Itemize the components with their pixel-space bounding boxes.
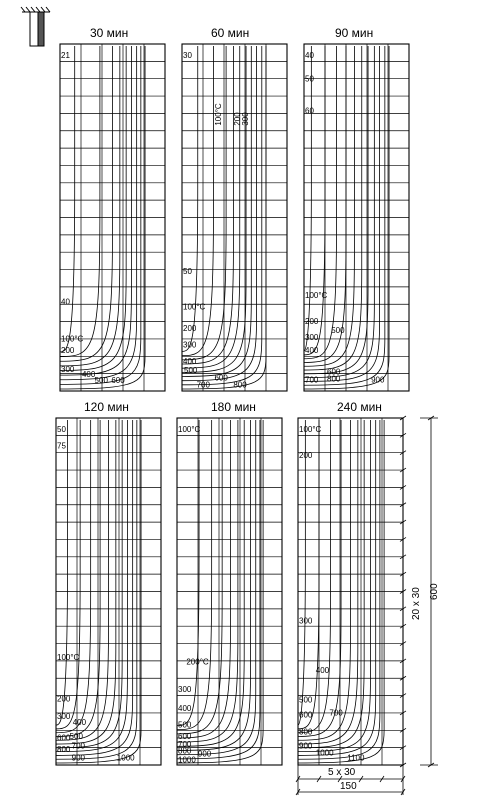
isotherm-line — [304, 46, 311, 351]
isotherm-label: 100°C — [57, 653, 80, 663]
isotherm-line — [177, 420, 199, 726]
isotherm-label: 500 — [184, 365, 198, 375]
isotherm-label: 500 — [178, 720, 192, 730]
isotherm-label: 600 — [111, 376, 125, 386]
isotherm-line — [60, 46, 113, 361]
isotherm-label: 800 — [178, 746, 192, 756]
panel-120-min — [56, 418, 161, 765]
isotherm-label: 900 — [71, 753, 86, 763]
isotherm-line — [56, 420, 91, 733]
dimension-width-total: 150 — [340, 781, 357, 792]
isotherm-label: 100°C — [178, 425, 201, 435]
dimension-height-total: 600 — [429, 583, 440, 600]
isotherm-line — [177, 420, 251, 751]
isotherm-label: 700 — [178, 739, 192, 749]
isotherm-label: 100°C — [299, 425, 322, 435]
isotherm-line — [298, 420, 341, 737]
isotherm-label: 400 — [183, 357, 197, 367]
isotherm-label: 800 — [57, 744, 71, 754]
isotherm-line — [56, 420, 68, 725]
isotherm-label: 200 — [183, 324, 197, 334]
isotherm-label: 40 — [305, 51, 314, 61]
isotherm-label: 700 — [71, 741, 86, 751]
isotherm-label: 200°C — [186, 657, 209, 667]
isotherm-label: 200 — [232, 112, 242, 126]
isotherm-label: 75 — [57, 441, 66, 451]
panel-grid — [304, 44, 409, 391]
isotherm-label: 300 — [241, 112, 251, 126]
isotherm-line — [298, 420, 351, 740]
isotherm-label: 100°C — [305, 291, 328, 301]
panel-title: 180 мин — [211, 400, 256, 414]
isotherm-label: 50 — [57, 425, 66, 435]
isotherm-label: 40 — [61, 297, 70, 307]
isotherm-label: 100°C — [213, 103, 223, 126]
isotherm-label: 800 — [327, 374, 341, 384]
isotherm-label: 700 — [196, 380, 210, 390]
isotherm-line — [56, 420, 137, 759]
isotherm-line — [298, 420, 305, 725]
panel-grid — [177, 418, 282, 765]
isotherm-label: 600 — [327, 367, 341, 377]
panel-title: 120 мин — [84, 400, 129, 414]
isotherm-label: 400 — [178, 704, 192, 714]
isotherm-line — [177, 420, 212, 730]
isotherm-label: 700 — [305, 375, 319, 385]
isotherm-line — [56, 420, 109, 740]
isotherm-label: 50 — [183, 266, 192, 276]
isotherm-label: 400 — [81, 370, 96, 380]
isotherm-label: 500 — [94, 376, 108, 386]
isotherm-label: 300 — [305, 332, 319, 342]
isotherm-label: 100°C — [61, 334, 84, 344]
isotherm-label: 300 — [183, 340, 197, 350]
panel-title: 30 мин — [90, 26, 129, 40]
isotherm-label: 600 — [299, 710, 313, 720]
isotherm-label: 300 — [57, 712, 71, 722]
isotherm-label: 300 — [299, 616, 313, 626]
isotherm-label: 1100 — [347, 753, 365, 763]
isotherm-label: 400 — [72, 718, 87, 728]
isotherm-line — [182, 46, 226, 360]
isotherm-label: 900 — [299, 741, 313, 751]
isotherm-label: 60 — [305, 106, 314, 116]
isotherm-line — [56, 420, 100, 737]
isotherm-label: 200 — [299, 451, 313, 461]
isotherm-label: 21 — [61, 51, 70, 61]
panel-180-min — [177, 418, 282, 765]
isotherm-label: 800 — [233, 380, 247, 390]
isotherm-label: 50 — [305, 74, 314, 84]
panel-240-min — [298, 418, 403, 765]
isotherm-label: 600 — [214, 373, 228, 383]
isotherm-label: 600 — [57, 733, 71, 743]
isotherm-label: 900 — [197, 749, 212, 759]
panel-60-min — [182, 44, 287, 391]
isotherm-label: 500 — [69, 731, 83, 741]
isotherm-line — [60, 46, 100, 357]
panel-title: 240 мин — [337, 400, 382, 414]
isotherm-label: 500 — [299, 695, 313, 705]
isotherm-line — [177, 420, 244, 746]
panel-90-min — [304, 44, 409, 391]
isotherm-label: 200 — [305, 317, 319, 327]
panel-30-min — [60, 44, 165, 391]
wall-section-icon — [21, 7, 50, 46]
isotherm-label: 100°C — [183, 302, 206, 312]
isotherm-label: 400 — [305, 345, 319, 355]
isotherm-label: 300 — [61, 364, 75, 374]
isotherm-label: 500 — [331, 325, 345, 335]
isotherm-label: 800 — [299, 727, 313, 737]
isotherm-label: 600 — [178, 731, 192, 741]
isotherm-label: 900 — [371, 375, 385, 385]
isotherm-label: 1000 — [178, 755, 196, 765]
isotherm-label: 200 — [57, 694, 71, 704]
isotherm-label: 200 — [61, 345, 75, 355]
isotherm-line — [60, 46, 120, 366]
isotherm-label: 30 — [183, 51, 192, 61]
isotherm-label: 400 — [315, 666, 330, 676]
panel-title: 60 мин — [211, 26, 250, 40]
dimension-height-cells: 20 x 30 — [411, 587, 422, 620]
isotherm-label: 1000 — [116, 753, 135, 763]
isotherm-label: 300 — [178, 685, 192, 695]
isotherm-label: 1000 — [315, 748, 334, 758]
isotherm-label: 700 — [329, 708, 343, 718]
dimension-width-cells: 5 x 30 — [328, 767, 356, 778]
panel-title: 90 мин — [335, 26, 374, 40]
